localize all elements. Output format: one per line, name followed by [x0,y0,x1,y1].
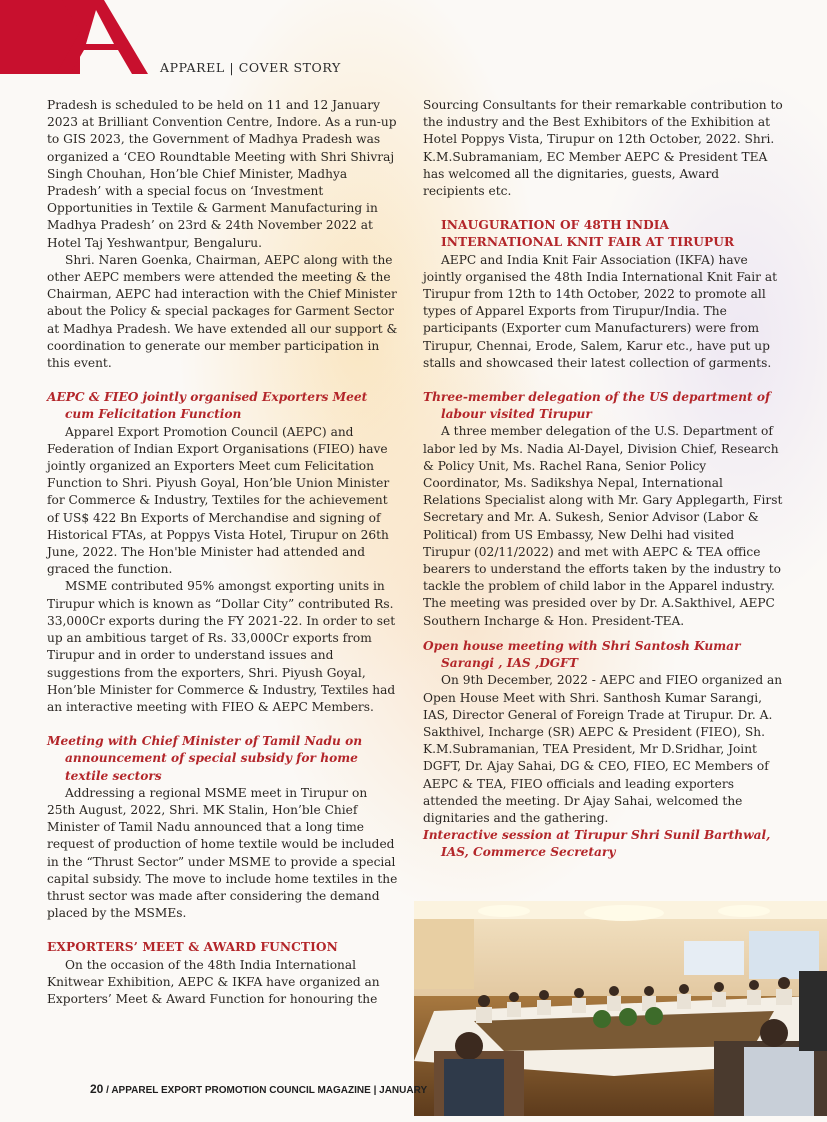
paragraph: A three member delegation of the U.S. Department of labor led by Ms. Nadia Al-Dayel, Division Chief, Research & Policy Unit, Ms. Rachel Rana, Senior Policy Coordinator, Ms. Sadikshya Nepal, International Relations Specialist along with Mr. Gary Applegarth, First Secretary and Mr. A. Sukesh, Senior Advisor (Labor & Political) from US Embassy, New Delhi had visited Tirupur (02/11/2022) and met with AEPC & TEA office bearers to understand the efforts taken by the industry to tackle the problem of child labor in the Apparel industry. The meeting was presided over by Dr. A.Sakthivel, AEPC Southern Incharge & Hon. President-TEA. [423,424,783,628]
right-column [423,97,783,862]
paragraph: Shri. Naren Goenka, Chairman, AEPC along with the other AEPC members were attended the meeting & the Chairman, AEPC had interaction with the Chief Minister about the Policy & special packages for Garment Sector at Madhya Pradesh. We have extended all our support & coordination to generate our member participation in this event. [47,252,398,371]
meeting-photo [414,901,827,1116]
page-number: 20 [90,1082,104,1096]
page-footer [90,1082,427,1096]
paragraph: Sourcing Consultants for their remarkable contribution to the industry and the Best Exhibitors of the Exhibition at Hotel Poppys Vista, Tirupur on 12th October, 2022. Shri. K.M.Subramaniam, EC Member AEPC & President TEA has welcomed all the dignitaries, guests, Award recipients etc. [423,98,783,199]
section-label: APPAREL | COVER STORY [160,60,341,75]
section-heading: Interactive session at Tirupur Shri Sunil Barthwal, IAS, Commerce Secretary [423,828,771,860]
section-heading: Meeting with Chief Minister of Tamil Nadu on announcement of special subsidy for home textile sectors [47,734,363,783]
paragraph: MSME contributed 95% amongst exporting units in Tirupur which is known as “Dollar City” contributed Rs. 33,000Cr exports during the FY 2021-22. In order to set up an ambitious target of Rs. 33,000Cr exports from Tirupur and in order to understand issues and suggestions from the exporters, Shri. Piyush Goyal, Hon’ble Minister for Commerce & Industry, Textiles had an interactive meeting with FIEO & AEPC Members. [47,579,396,714]
section-heading: EXPORTERS’ MEET & AWARD FUNCTION [47,940,338,955]
left-column [47,97,399,1008]
paragraph: Addressing a regional MSME meet in Tirupur on 25th August, 2022, Shri. MK Stalin, Hon’ble Chief Minister of Tamil Nadu announced that a long time request of production of home textile would be included in the “Thrust Sector” under MSME to provide a special capital subsidy. The move to include home textiles in the thrust sector was made after considering the demand placed by the MSMEs. [47,785,398,921]
section-heading: AEPC & FIEO jointly organised Exporters Meet cum Felicitation Function [47,390,368,422]
section-heading: INAUGURATION OF 48TH INDIA INTERNATIONAL KNIT FAIR AT TIRUPUR [441,218,735,250]
section-heading: Three-member delegation of the US department of labour visited Tirupur [423,390,771,422]
paragraph: On the occasion of the 48th India International Knitwear Exhibition, AEPC & IKFA have organized an Exporters’ Meet & Award Function for honouring the [47,957,380,1006]
paragraph: AEPC and India Knit Fair Association (IKFA) have jointly organised the 48th India International Knit Fair at Tirupur from 12th to 14th October, 2022 to promote all types of Apparel Exports from Tirupur/India. The participants (Exporter cum Manufacturers) were from Tirupur, Chennai, Erode, Salem, Karur etc., have put up stalls and showcased their latest collection of garments. [423,252,778,370]
magazine-logo [0,0,150,78]
paragraph: Apparel Export Promotion Council (AEPC) and Federation of Indian Export Organisations (FIEO) have jointly organized an Exporters Meet cum Felicitation Function to Shri. Piyush Goyal, Hon’ble Union Minister for Commerce & Industry, Textiles for the achievement of US$ 422 Bn Exports of Merchandise and signing of Historical FTAs, at Poppys Vista Hotel, Tirupur on 26th June, 2022. The Hon'ble Minister had attended and graced the function. [47,424,390,577]
footer-text: / APPAREL EXPORT PROMOTION COUNCIL MAGAZINE | JANUARY [106,1085,428,1096]
section-heading: Open house meeting with Shri Santosh Kumar Sarangi , IAS ,DGFT [423,638,741,671]
paragraph: On 9th December, 2022 - AEPC and FIEO organized an Open House Meet with Shri. Santhosh Kumar Sarangi, IAS, Director General of Foreign Trade at Tirupur. Dr. A. Sakthivel, Incharge (SR) AEPC & President (FIEO), Sh. K.M.Subramanian, TEA President, Mr D.Sridhar, Joint DGFT, Dr. Ajay Sahai, DG & CEO, FIEO, EC Members of AEPC & TEA, FIEO officials and leading exporters attended the meeting. Dr Ajay Sahai, welcomed the dignitaries and the gathering. [423,673,783,825]
paragraph: Pradesh is scheduled to be held on 11 and 12 January 2023 at Brilliant Convention Centre, Indore. As a run-up to GIS 2023, the Government of Madhya Pradesh was organized a ‘CEO Roundtable Meeting with Shri Shivraj Singh Chouhan, Hon’ble Chief Minister, Madhya Pradesh’ with a special focus on ‘Investment Opportunities in Textile & Garment Manufacturing in Madhya Pradesh’ on 23rd & 24th November 2022 at Hotel Taj Yeshwantpur, Bengaluru. [47,98,397,250]
